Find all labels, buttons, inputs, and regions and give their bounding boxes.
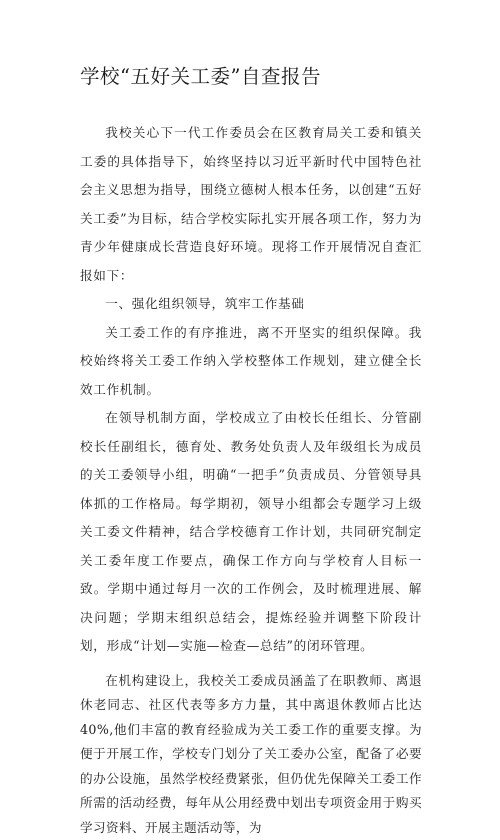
paragraph: 关工委工作的有序推进，离不开坚实的组织保障。我校始终将关工委工作纳入学校整体工作规划，建立健全长效工作机制。	[80, 319, 422, 405]
document-body	[80, 119, 422, 840]
paragraph: 在领导机制方面，学校成立了由校长任组长、分管副校长任副组长，德育处、教务处负责人及年级组长为成员的关工委领导小组，明确“一把手”负责成员、分管领导具体抓的工作格局。每学期初，领导小组都会专题学习上级关工委文件精神，结合学校德育工作计划，共同研究制定关工委年度工作要点，确保工作方向与学校育人目标一致。学期中通过每月一次的工作例会，及时梳理进展、解决问题；学期末组织总结会，提炼经验并调整下阶段计划，形成“计划—实施—检查—总结”的闭环管理。	[80, 404, 422, 661]
paragraph: 在机构建设上，我校关工委成员涵盖了在职教师、离退休老同志、社区代表等多方力量，其中离退休教师占比达40%,他们丰富的教育经验成为关工委工作的重要支撑。为便于开展工作，学校专门划分了关工委办公室，配备了必要的办公设施，虽然学校经费紧张，但仍优先保障关工委工作所需的活动经费，每年从公用经费中划出专项资金用于购买学习资料、开展主题活动等，为	[80, 669, 422, 840]
section-heading: 一、强化组织领导，筑牢工作基础	[80, 290, 422, 319]
document-title: 学校“五好关工委”自查报告	[80, 0, 422, 92]
intro-paragraph: 我校关心下一代工作委员会在区教育局关工委和镇关工委的具体指导下，始终坚持以习近平新时代中国特色社会主义思想为指导，围绕立德树人根本任务，以创建“五好关工委”为目标，结合学校实际扎实开展各项工作，努力为青少年健康成长营造良好环境。现将工作开展情况自查汇报如下：	[80, 119, 422, 290]
